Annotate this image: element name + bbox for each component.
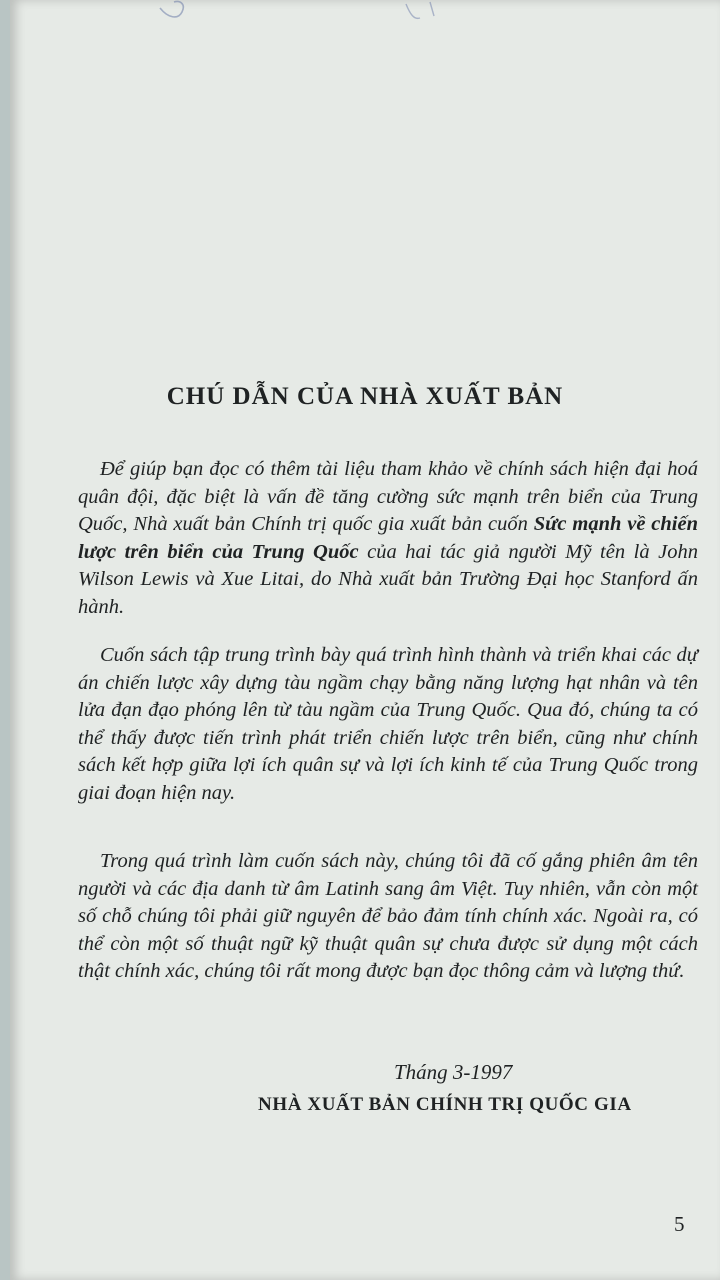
paragraph-intro (78, 456, 698, 621)
pen-scribble-marks (10, 0, 720, 60)
paragraph-intro-text-end: của hai tác giả người Mỹ tên là John Wilson Lewis và Xue Litai, do Nhà xuất bản Trường Đại học Stanford ấn hành. (78, 540, 698, 618)
paragraph-intro-text-start: Để giúp bạn đọc có thêm tài liệu tham khảo về chính sách hiện đại hoá quân đội, đặc biệt là vấn đề tăng cường sức mạnh trên biển của Trung Quốc, Nhà xuất bản Chính trị quốc gia xuất bản cuốn (78, 458, 698, 535)
page-title: CHÚ DẪN CỦA NHÀ XUẤT BẢN (166, 383, 564, 410)
page-number: 5 (674, 1212, 685, 1236)
paragraph-note: Trong quá trình làm cuốn sách này, chúng tôi đã cố gắng phiên âm tên người và các địa danh từ âm Latinh sang âm Việt. Tuy nhiên, vẫn còn một số chỗ chúng tôi phải giữ nguyên để bảo đảm tính chính xác. Ngoài ra, có thể còn một số thuật ngữ kỹ thuật quân sự chưa được sử dụng một cách thật chính xác, chúng tôi rất mong được bạn đọc thông cảm và lượng thứ. (78, 850, 698, 982)
signature-publisher: NHÀ XUẤT BẢN CHÍNH TRỊ QUỐC GIA (258, 1094, 632, 1115)
paragraph-content: Cuốn sách tập trung trình bày quá trình hình thành và triển khai các dự án chiến lược xây dựng tàu ngầm chạy bằng năng lượng hạt nhân và tên lửa đạn đạo phóng lên từ tàu ngầm của Trung Quốc. Qua đó, chúng ta có thể thấy được tiến trình phát triển chiến lược trên biển, cũng như chính sách kết hợp giữa lợi ích quân sự và lợi ích kinh tế của Trung Quốc trong giai đoạn hiện nay. (78, 644, 698, 804)
signature-date: Tháng 3-1997 (394, 1060, 513, 1084)
book-page (10, 0, 720, 1280)
book-title: Sức mạnh về chiến lược trên biển của Trung Quốc (78, 513, 698, 563)
